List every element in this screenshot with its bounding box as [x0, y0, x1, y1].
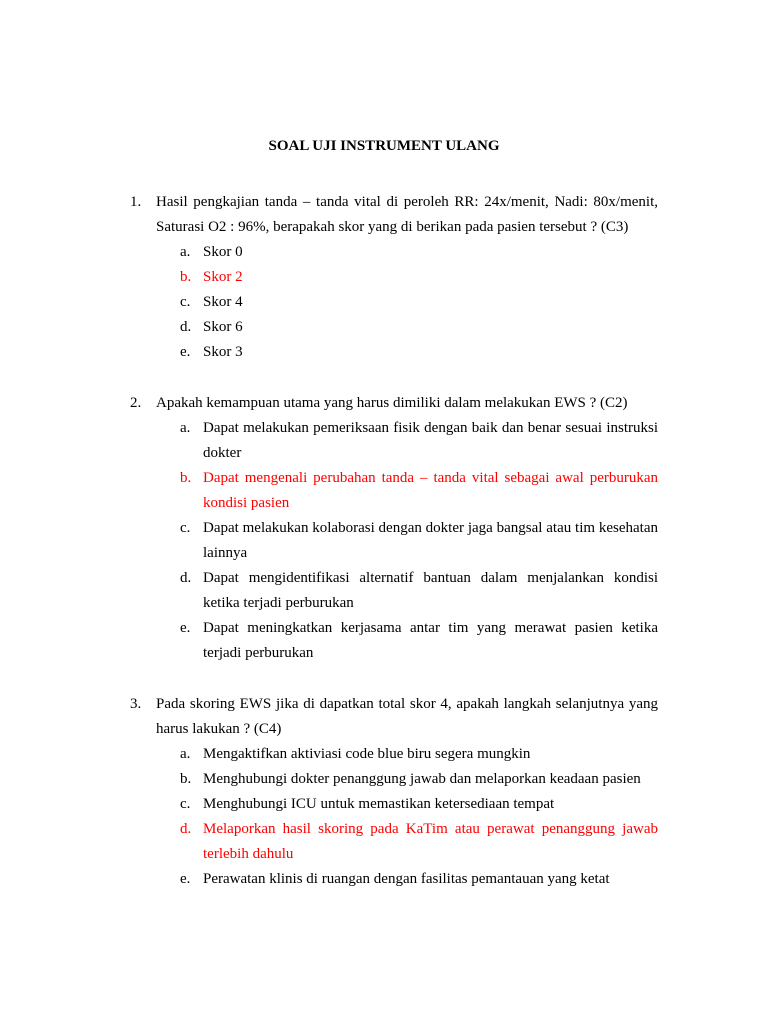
- option-text: Dapat melakukan kolaborasi dengan dokter jaga bangsal atau tim kesehatan lainnya: [203, 520, 658, 561]
- option-letter: c.: [180, 796, 191, 812]
- question-text: Pada skoring EWS jika di dapatkan total skor 4, apakah langkah selanjutnya yang harus lakukan ? (C4): [156, 696, 658, 737]
- option-text: Mengaktifkan aktiviasi code blue biru segera mungkin: [203, 746, 531, 762]
- option-letter: b.: [180, 470, 192, 486]
- option-b-correct: [130, 466, 658, 516]
- question-3: [130, 692, 658, 892]
- option-list: [130, 742, 658, 892]
- option-letter: e.: [180, 344, 191, 360]
- option-letter: a.: [180, 746, 191, 762]
- question-number: 1.: [130, 194, 142, 210]
- option-letter: d.: [180, 319, 192, 335]
- option-a: [130, 240, 658, 265]
- option-letter: b.: [180, 771, 192, 787]
- option-list: [130, 240, 658, 365]
- option-letter: c.: [180, 520, 191, 536]
- option-a: [130, 742, 658, 767]
- option-text: Dapat mengenali perubahan tanda – tanda vital sebagai awal perburukan kondisi pasien: [203, 470, 658, 511]
- option-b: [130, 767, 658, 792]
- option-e: [130, 867, 658, 892]
- option-text: Menghubungi ICU untuk memastikan ketersediaan tempat: [203, 796, 555, 812]
- question-1: [130, 190, 658, 365]
- question-number: 2.: [130, 395, 142, 411]
- option-text: Dapat mengidentifikasi alternatif bantuan dalam menjalankan kondisi ketika terjadi perburukan: [203, 570, 658, 611]
- option-text: Perawatan klinis di ruangan dengan fasilitas pemantauan yang ketat: [203, 871, 610, 887]
- option-c: [130, 792, 658, 817]
- option-letter: e.: [180, 620, 191, 636]
- question-stem: [130, 391, 658, 416]
- option-letter: d.: [180, 570, 192, 586]
- option-b-correct: [130, 265, 658, 290]
- option-letter: c.: [180, 294, 191, 310]
- question-2: [130, 391, 658, 666]
- option-d-correct: [130, 817, 658, 867]
- option-text: Skor 6: [203, 319, 243, 335]
- option-text: Skor 0: [203, 244, 243, 260]
- question-stem: [130, 190, 658, 240]
- option-text: Dapat meningkatkan kerjasama antar tim yang merawat pasien ketika terjadi perburukan: [203, 620, 658, 661]
- option-list: [130, 416, 658, 666]
- option-letter: a.: [180, 420, 191, 436]
- option-text: Melaporkan hasil skoring pada KaTim atau perawat penanggung jawab terlebih dahulu: [203, 821, 658, 862]
- option-c: [130, 290, 658, 315]
- question-stem: [130, 692, 658, 742]
- option-letter: e.: [180, 871, 191, 887]
- option-text: Skor 4: [203, 294, 243, 310]
- option-d: [130, 566, 658, 616]
- document-title: SOAL UJI INSTRUMENT ULANG: [268, 138, 500, 154]
- option-a: [130, 416, 658, 466]
- option-text: Menghubungi dokter penanggung jawab dan melaporkan keadaan pasien: [203, 771, 641, 787]
- option-e: [130, 616, 658, 666]
- question-number: 3.: [130, 696, 142, 712]
- option-letter: d.: [180, 821, 192, 837]
- option-letter: b.: [180, 269, 192, 285]
- option-d: [130, 315, 658, 340]
- option-letter: a.: [180, 244, 191, 260]
- option-text: Dapat melakukan pemeriksaan fisik dengan baik dan benar sesuai instruksi dokter: [203, 420, 658, 461]
- question-text: Hasil pengkajian tanda – tanda vital di peroleh RR: 24x/menit, Nadi: 80x/menit, Saturasi O2 : 96%, berapakah skor yang di berikan pada pasien tersebut ? (C3): [156, 194, 658, 235]
- option-c: [130, 516, 658, 566]
- option-text: Skor 2: [203, 269, 243, 285]
- question-text: Apakah kemampuan utama yang harus dimiliki dalam melakukan EWS ? (C2): [156, 395, 628, 411]
- option-text: Skor 3: [203, 344, 243, 360]
- option-e: [130, 340, 658, 365]
